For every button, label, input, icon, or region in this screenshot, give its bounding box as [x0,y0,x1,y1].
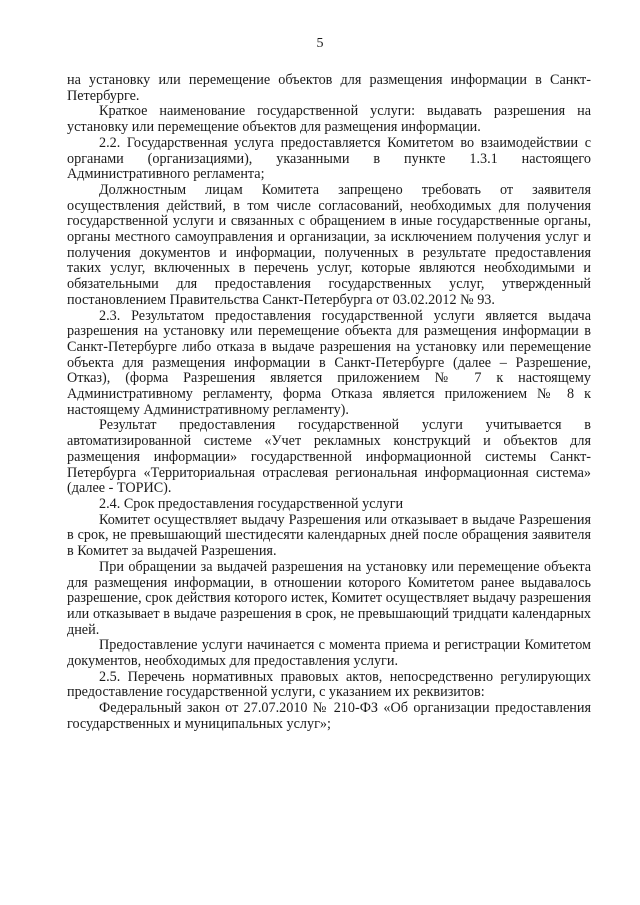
paragraph-section-2-5: 2.5. Перечень нормативных правовых актов, непосредственно регулирующих предоставление государственной услуги, с указанием их реквизитов: [67,668,591,701]
paragraph-section-2-3: 2.3. Результатом предоставления государственной услуги является выдача разрешения на установку или перемещение объекта для размещения информации в Санкт-Петербурге либо отказа в выдаче разрешения на установку или перемещение объекта для размещения информации в Санкт-Петербурге (далее – Разрешение, Отказ), (форма Разрешения является приложением № 7 к настоящему Административному регламенту, форма Отказа является приложением № 8 к настоящему Административному регламенту). [67,307,591,418]
paragraph: Предоставление услуги начинается с момента приема и регистрации Комитетом документов, необходимых для предоставления услуги. [67,637,591,670]
paragraph: Комитет осуществляет выдачу Разрешения или отказывает в выдаче Разрешения в срок, не превышающий шестидесяти календарных дней после обращения заявителя в Комитет за выдачей Разрешения. [67,511,591,560]
paragraph: на установку или перемещение объектов для размещения информации в Санкт-Петербурге. [67,72,591,104]
paragraph: При обращении за выдачей разрешения на установку или перемещение объекта для размещения информации, в отношении которого Комитетом ранее выдавалось разрешение, срок действия которого истек, Комитет осуществляет выдачу разрешения или отказывает в выдаче разрешения в срок, не превышающий тридцати календарных дней. [67,558,591,638]
paragraph: Должностным лицам Комитета запрещено требовать от заявителя осуществления действий, в том числе согласований, необходимых для получения государственной услуги и связанных с обращением в иные государственные органы, органы местного самоуправления и организации, за исключением получения услуг и получения документов и информации, полученных в результате предоставления таких услуг, включенных в перечень услуг, которые являются необходимыми и обязательными для предоставления государственных услуг, утвержденный постановлением Правительства Санкт-Петербурга от 03.02.2012 № 93. [67,181,591,308]
paragraph: Краткое наименование государственной услуги: выдавать разрешения на установку или перемещение объектов для размещения информации. [67,103,591,136]
body-text [67,73,591,733]
paragraph: Результат предоставления государственной услуги учитывается в автоматизированной системе «Учет рекламных конструкций и объектов для размещения информации» государственной информационной системы Санкт-Петербурга «Территориальная отраслевая региональная информационная система» (далее - ТОРИС). [67,417,591,497]
page-number: 5 [316,36,324,51]
section-heading-2-4: 2.4. Срок предоставления государственной услуги [99,495,404,512]
paragraph-section-2-2: 2.2. Государственная услуга предоставляется Комитетом во взаимодействии с органами (организациями), указанными в пункте 1.3.1 настоящего Административного регламента; [67,134,591,183]
paragraph: Федеральный закон от 27.07.2010 № 210-ФЗ «Об организации предоставления государственных и муниципальных услуг»; [67,700,591,732]
